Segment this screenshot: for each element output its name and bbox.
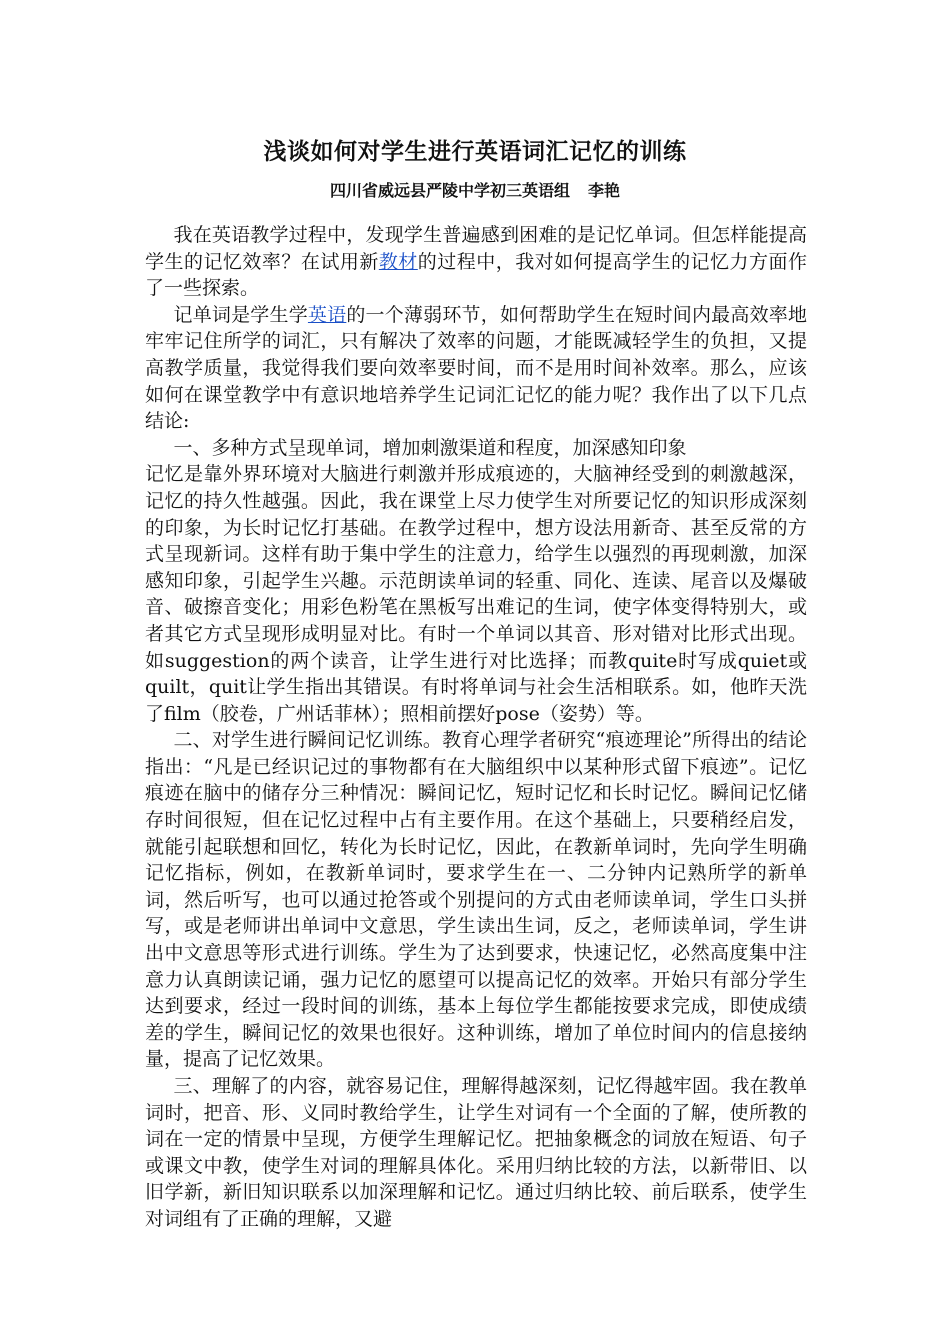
- article-body: [145, 222, 807, 1233]
- author-organization: 四川省威远县严陵中学初三英语组: [329, 181, 570, 200]
- paragraph-intro: [145, 222, 807, 302]
- document-title: 浅谈如何对学生进行英语词汇记忆的训练: [263, 139, 687, 165]
- link-yingyu[interactable]: 英语: [307, 303, 347, 326]
- paragraph-section-2: 二、对学生进行瞬间记忆训练。教育心理学者研究“痕迹理论”所得出的结论指出：“凡是已经识记过的事物都有在大脑组织中以某种形式留下痕迹”。记忆痕迹在脑中的储存分三种情况：瞬间记忆，短时记忆和长时记忆。瞬间记忆储存时间很短，但在记忆过程中占有主要作用。在这个基础上，只要稍经启发，就能引起联想和回忆，转化为长时记忆，因此，在教新单词时，先向学生明确记忆指标，例如，在教新单词时，要求学生在一、二分钟内记熟所学的新单词，然后听写，也可以通过抢答或个别提问的方式由老师读单词，学生口头拼写，或是老师讲出单词中文意思，学生读出生词，反之，老师读单词，学生讲出中文意思等形式进行训练。学生为了达到要求，快速记忆，必然高度集中注意力认真朗读记诵，强力记忆的愿望可以提高记忆的效率。开始只有部分学生达到要求，经过一段时间的训练，基本上每位学生都能按要求完成，即使成绩差的学生，瞬间记忆的效果也很好。这种训练，增加了单位时间内的信息接纳量，提高了记忆效果。: [145, 729, 807, 1071]
- section-heading-1: 一、多种方式呈现单词，增加刺激渠道和程度，加深感知印象: [173, 436, 687, 459]
- author-line: [0, 178, 950, 201]
- paragraph-text: 记单词是学生学: [173, 303, 308, 326]
- author-name: 李艳: [588, 181, 621, 200]
- link-jiaocai[interactable]: 教材: [378, 250, 418, 273]
- paragraph-text: 的过程中，我对如何提高学生的记忆力方面作了一些探索。: [145, 250, 807, 300]
- paragraph-text: 我在英语教学过程中，发现学生普遍感到困难的是记忆单词。但怎样能提高学生的记忆效率？在试用新: [145, 224, 807, 273]
- paragraph-text: 的一个薄弱环节，如何帮助学生在短时间内最高效率地牢牢记住所学的词汇，只有解决了效率的问题，才能既减轻学生的负担，又提高教学质量，我觉得我们要向效率要时间，而不是用时间补效率。那么，应该如何在课堂教学中有意识地培养学生记词汇记忆的能力呢？我作出了以下几点结论:: [145, 303, 807, 433]
- paragraph-section-3: 三、理解了的内容，就容易记住，理解得越深刻，记忆得越牢固。我在教单词时，把音、形、义同时教给学生，让学生对词有一个全面的了解，使所教的词在一定的情景中呈现，方便学生理解记忆。把抽象概念的词放在短语、句子或课文中教，使学生对词的理解具体化。采用归纳比较的方法，以新带旧、以旧学新，新旧知识联系以加深理解和记忆。通过归纳比较、前后联系，使学生对词组有了正确的理解，又避: [145, 1075, 807, 1230]
- paragraph-vocabulary: [145, 302, 807, 435]
- paragraph-section-1: 记忆是靠外界环境对大脑进行刺激并形成痕迹的，大脑神经受到的刺激越深，记忆的持久性越强。因此，我在课堂上尽力使学生对所要记忆的知识形成深刻的印象，为长时记忆打基础。在教学过程中，想方设法用新奇、甚至反常的方式呈现新词。这样有助于集中学生的注意力，给学生以强烈的再现刺激，加深感知印象，引起学生兴趣。示范朗读单词的轻重、同化、连读、尾音以及爆破音、破擦音变化；用彩色粉笔在黑板写出难记的生词，使字体变得特别大，或者其它方式呈现形成明显对比。有时一个单词以其音、形对错对比形式出现。如suggestion的两个读音，让学生进行对比选择；而教quite时写成quiet或quilt，quit让学生指出其错误。有时将单词与社会生活相联系。如，他昨天洗了film（胶卷，广州话菲林）；照相前摆好pose（姿势）等。: [145, 463, 807, 725]
